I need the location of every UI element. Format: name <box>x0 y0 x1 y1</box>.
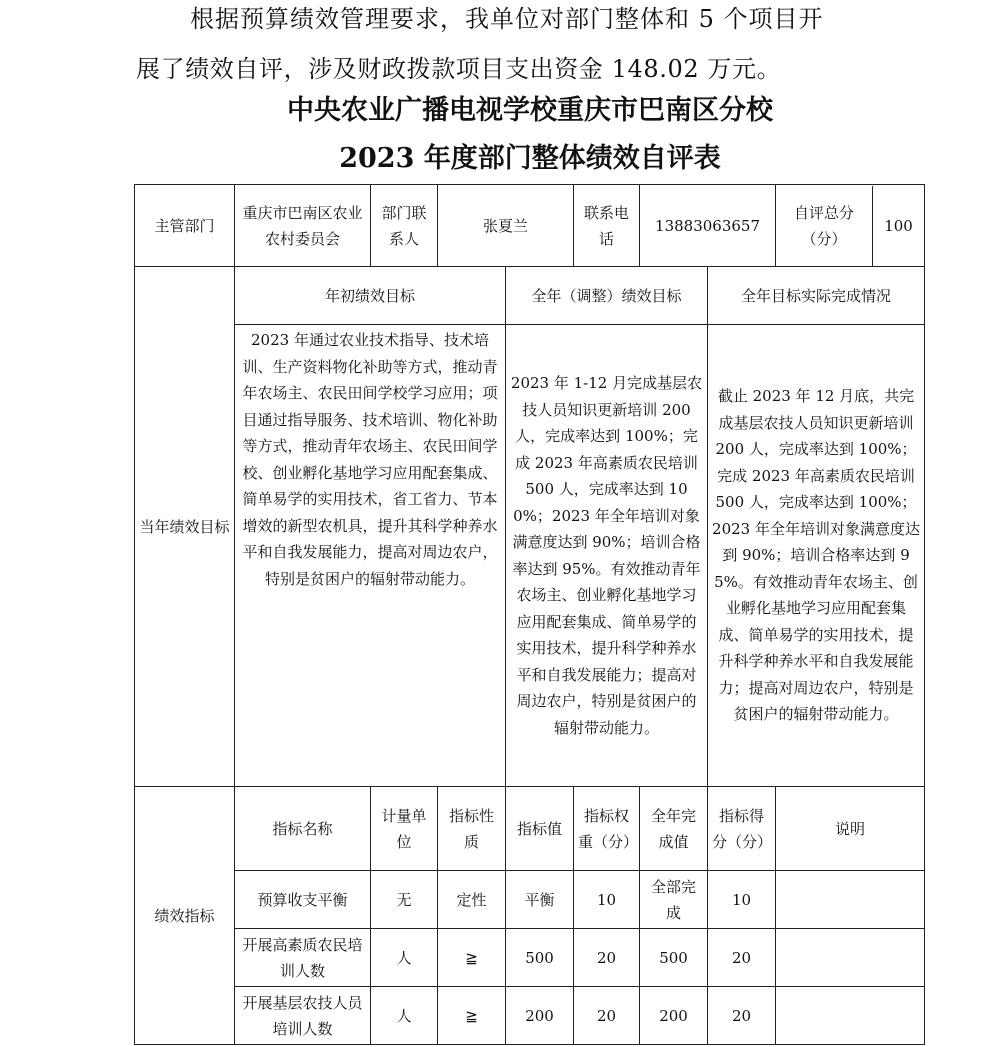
ind-completed: 全部完成 <box>640 871 708 929</box>
ind-note <box>776 871 925 929</box>
score-label: 自评总分（分） <box>776 186 873 266</box>
ind-score: 20 <box>708 929 776 987</box>
ind-head-completed: 全年完成值 <box>640 787 708 871</box>
ind-weight: 20 <box>574 987 640 1045</box>
ind-note <box>776 987 925 1045</box>
page-subtitle: 2023 年度部门整体绩效自评表 <box>339 143 721 174</box>
table-row <box>135 929 925 987</box>
indicators-header-row <box>135 787 925 871</box>
ind-head-name: 指标名称 <box>235 787 371 871</box>
phone-label: 联系电话 <box>574 185 640 267</box>
ind-head-note: 说明 <box>776 787 925 871</box>
ind-score: 10 <box>708 871 776 929</box>
ind-nature: 定性 <box>438 871 506 929</box>
ind-weight: 20 <box>574 929 640 987</box>
ind-note <box>776 929 925 987</box>
goals-adjusted-text: 2023 年 1-12 月完成基层农技人员知识更新培训 200 人，完成率达到 100%；完成 2023 年高素质农民培训 500 人，完成率达到 100%；2023 年全年培训对象满意度达到 90%；培训合格率达到 95%。有效推动青年农场主、创业孵化基地学习应用配套集成、简单易学的实用技术，提升科学种养水平和自我发展能力；提高对周边农户，特别是贫困户的辐射带动能力。 <box>506 325 708 787</box>
ind-name: 开展高素质农民培训人数 <box>235 929 371 987</box>
intro-line-2: 展了绩效自评，涉及财政拨款项目支出资金 148.02 万元。 <box>136 55 782 83</box>
ind-completed: 500 <box>640 929 708 987</box>
ind-unit: 无 <box>371 871 438 929</box>
dept-label: 主管部门 <box>135 185 235 267</box>
score-value: 100 <box>884 216 913 235</box>
ind-value: 200 <box>506 987 574 1045</box>
score-subtable <box>776 186 924 266</box>
ind-head-weight: 指标权重（分） <box>574 787 640 871</box>
ind-name: 开展基层农技人员培训人数 <box>235 987 371 1045</box>
goals-section-label: 当年绩效目标 <box>135 267 235 787</box>
ind-name: 预算收支平衡 <box>235 871 371 929</box>
ind-score: 20 <box>708 987 776 1045</box>
dept-value: 重庆市巴南区农业农村委员会 <box>235 185 371 267</box>
page-title: 中央农业广播电视学校重庆市巴南区分校 <box>287 95 773 126</box>
goals-initial-text: 2023 年通过农业技术指导、技术培训、生产资料物化补助等方式，推动青年农场主、农民田间学校学习应用；项目通过指导服务、技术培训、物化补助等方式，推动青年农场主、农民田间学校、创业孵化基地学习应用配套集成、简单易学的实用技术，省工省力、节本增效的新型农机具，提升其科学种养水平和自我发展能力，提高对周边农户，特别是贫困户的辐射带动能力。 <box>235 325 506 787</box>
ind-head-unit: 计量单位 <box>371 787 438 871</box>
phone-value: 13883063657 <box>640 185 776 267</box>
ind-head-score: 指标得分（分） <box>708 787 776 871</box>
ind-nature: ≧ <box>438 987 506 1045</box>
intro-line-1: 根据预算绩效管理要求，我单位对部门整体和 5 个项目开 <box>190 5 824 33</box>
contact-label: 部门联系人 <box>371 185 438 267</box>
ind-value: 平衡 <box>506 871 574 929</box>
ind-weight: 10 <box>574 871 640 929</box>
goals-col-actual: 全年目标实际完成情况 <box>708 267 925 325</box>
table-row <box>135 871 925 929</box>
header-row <box>135 185 925 267</box>
ind-nature: ≧ <box>438 929 506 987</box>
goals-header-row <box>135 267 925 325</box>
ind-unit: 人 <box>371 929 438 987</box>
goals-col-adjusted: 全年（调整）绩效目标 <box>506 267 708 325</box>
ind-unit: 人 <box>371 987 438 1045</box>
ind-head-nature: 指标性质 <box>438 787 506 871</box>
table-row <box>135 987 925 1045</box>
contact-value: 张夏兰 <box>438 185 574 267</box>
goals-actual-text: 截止 2023 年 12 月底，共完成基层农技人员知识更新培训 200 人，完成率达到 100%；完成 2023 年高素质农民培训 500 人，完成率达到 100%；2023 年全年培训对象满意度达到 90%；培训合格率达到 95%。有效推动青年农场主、创业孵化基地学习应用配套集成、简单易学的实用技术，提升科学种养水平和自我发展能力；提高对周边农户，特别是贫困户的辐射带动能力。 <box>708 325 925 787</box>
score-cell <box>776 185 925 267</box>
ind-value: 500 <box>506 929 574 987</box>
goals-content-row <box>135 325 925 787</box>
indicators-section-label: 绩效指标 <box>135 787 235 1045</box>
ind-head-value: 指标值 <box>506 787 574 871</box>
self-evaluation-table <box>134 184 925 1045</box>
goals-col-initial: 年初绩效目标 <box>235 267 506 325</box>
ind-completed: 200 <box>640 987 708 1045</box>
